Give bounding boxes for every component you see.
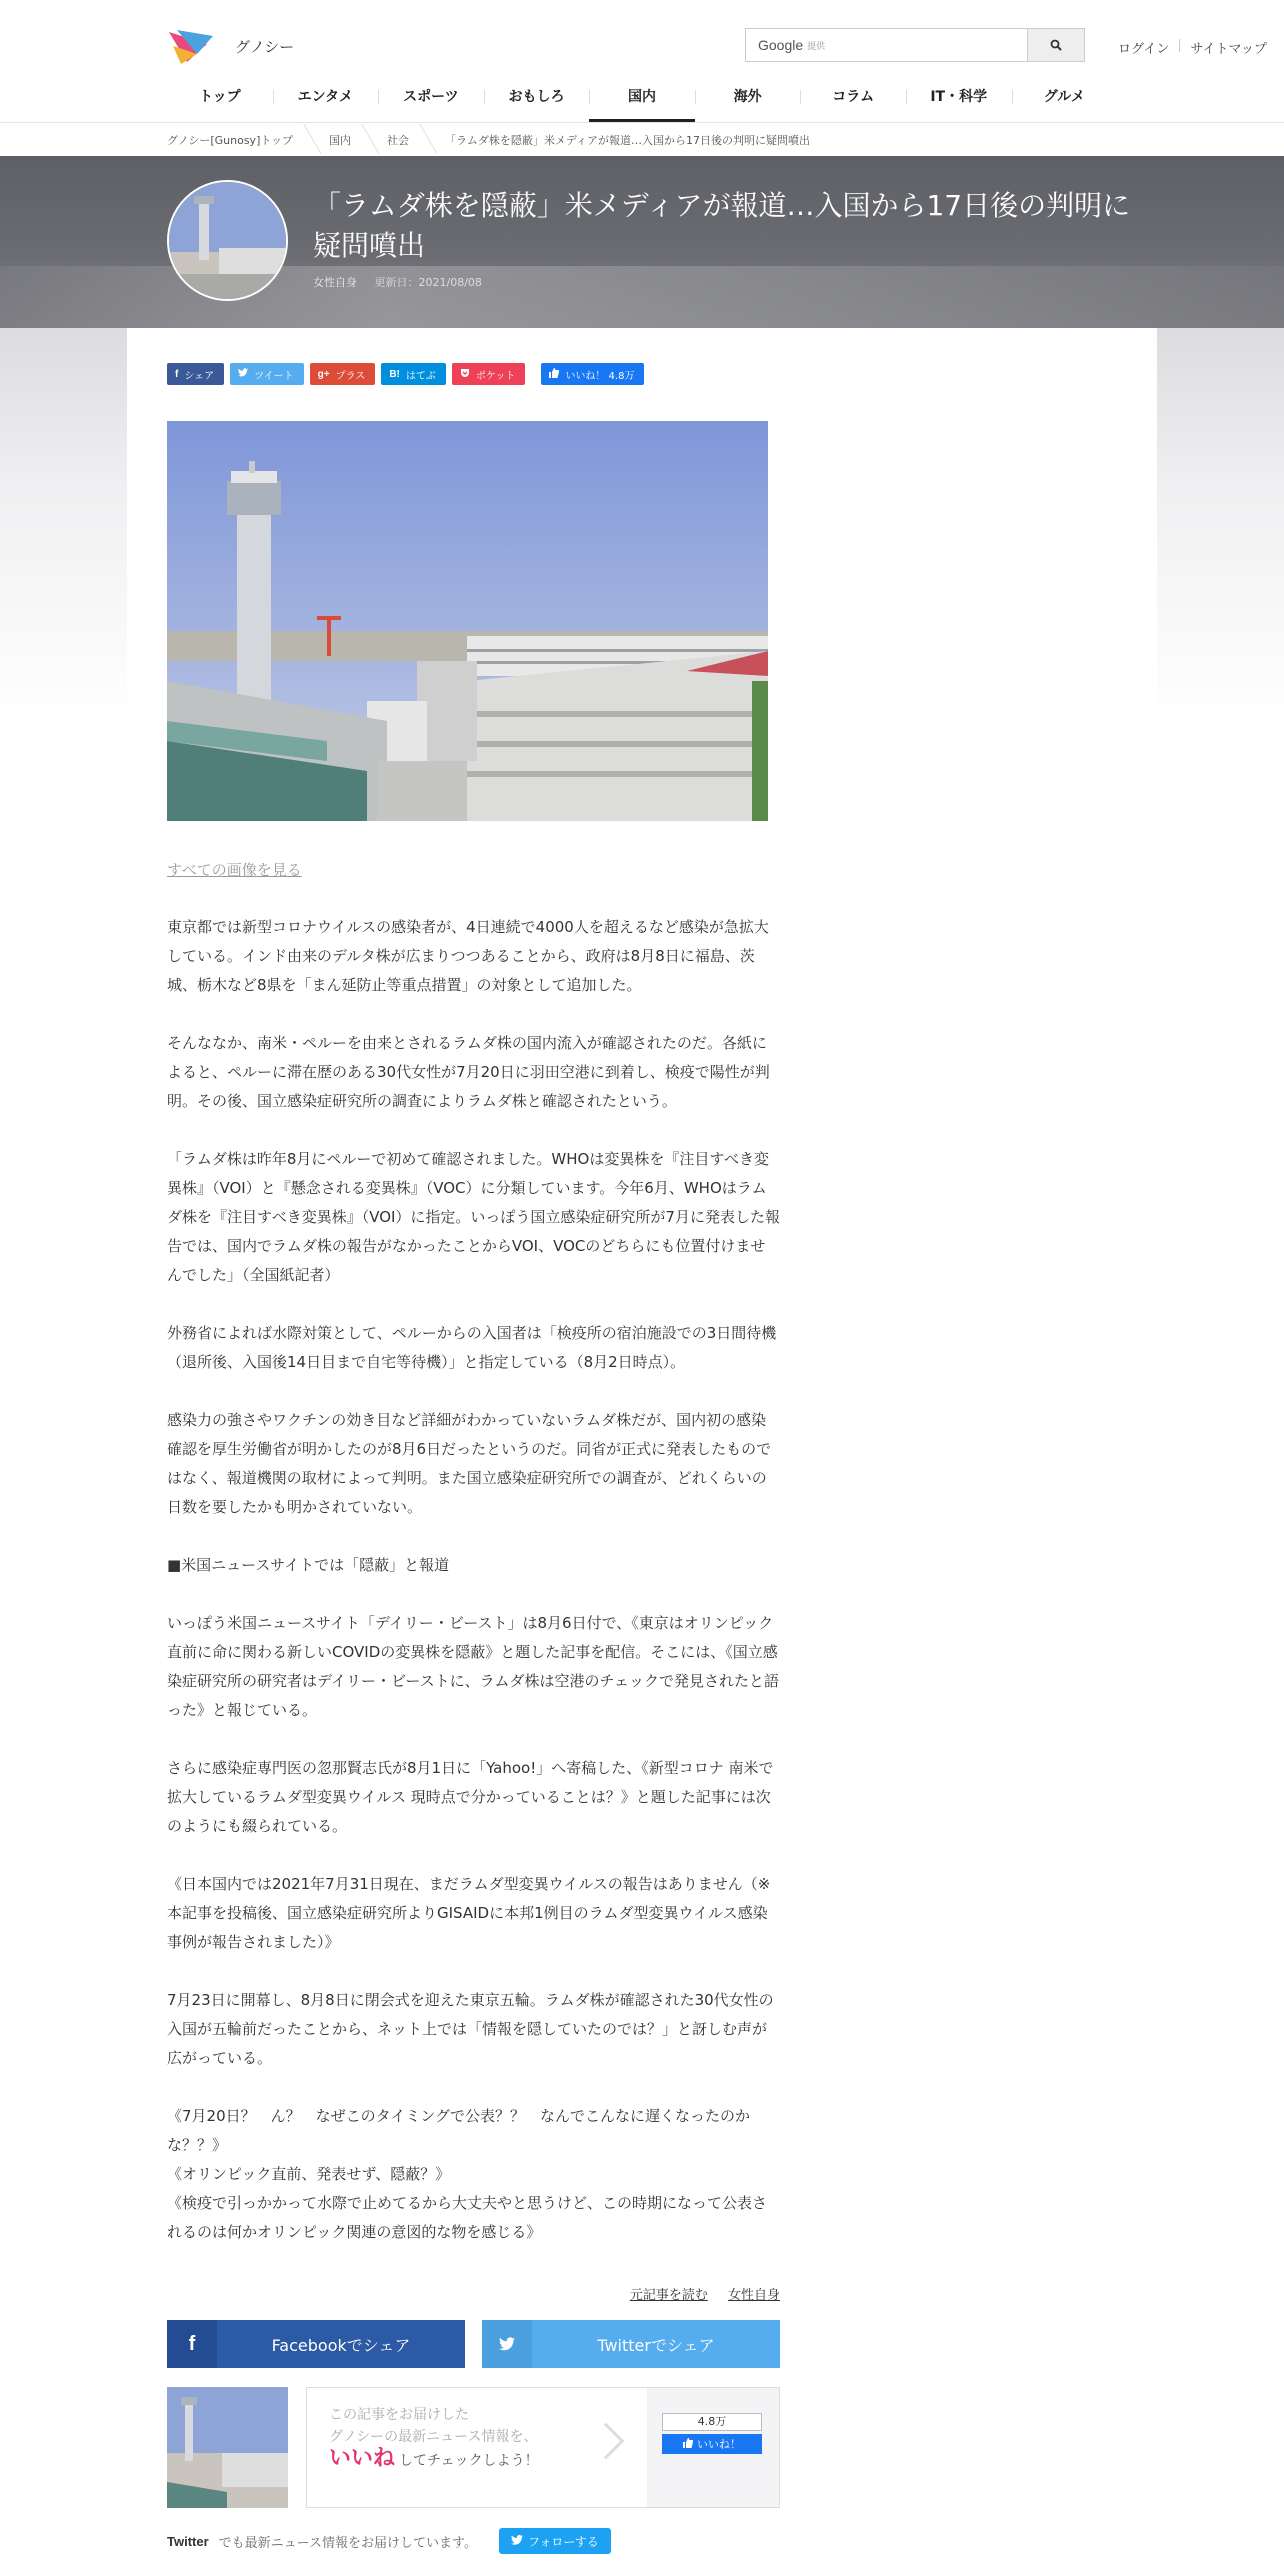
like-promo-box — [306, 2387, 780, 2508]
pocket-button[interactable] — [452, 363, 526, 385]
sitemap-link[interactable]: サイトマップ — [1190, 42, 1267, 57]
site-logo[interactable] — [167, 26, 294, 66]
facebook-share-large-button[interactable] — [167, 2320, 465, 2368]
category-nav — [167, 82, 1117, 122]
see-all-images-link[interactable]: すべての画像を見る — [167, 861, 302, 879]
follow-label: フォローする — [527, 2534, 599, 2549]
article-hero — [0, 156, 1284, 328]
search-provider-tag: 提供 — [807, 41, 826, 52]
article-paragraph: いっぽう米国ニュースサイト「デイリー・ビースト」は8月6日付で、《東京はオリンピック直前に命に関わる新しいCOVIDの変異株を隠蔽》と題した記事を配信。そこには、《国立感染症研究所の研究者はデイリー・ビーストに、ラムダ株は空港のチェックで発見されたと語った》と報じている。 — [167, 1614, 780, 1719]
facebook-icon: f — [175, 368, 179, 380]
article-paragraph: 感染力の強さやワクチンの効き目など詳細がわかっていないラムダ株だが、国内初の感染確認を厚生労働省が明かしたのが8月6日だったというのだ。同省が正式に発表したものではなく、報道機関の取材によって判明。また国立感染症研究所での調査が、どれくらいの日数を要したかも明かされていない。 — [167, 1411, 772, 1516]
share-bar — [167, 363, 644, 385]
site-name: グノシー — [235, 37, 295, 56]
article-source[interactable]: 女性自身 — [313, 276, 357, 289]
pocket-label: ポケット — [475, 370, 516, 382]
nav-it-science[interactable]: IT・科学 — [906, 82, 1012, 122]
twitter-share-label: Twitterでシェア — [597, 2335, 715, 2355]
article-paragraph: 7月23日に開幕し、8月8日に閉会式を迎えた東京五輪。ラムダ株が確認された30代女性の入国が五輪前だったことから、ネット上では「情報を隠していたのでは？」と訝しむ声が広がっている。 — [167, 1991, 774, 2067]
pocket-icon — [460, 368, 470, 381]
twitter-icon — [238, 368, 248, 380]
facebook-like-button[interactable] — [541, 363, 644, 385]
divider — [1179, 39, 1180, 52]
article-body — [167, 913, 780, 2247]
twitter-follow-row — [167, 2528, 611, 2554]
twitter-share-large-button[interactable] — [482, 2320, 780, 2368]
facebook-share-label: Facebookでシェア — [271, 2335, 411, 2355]
twitter-follow-text: でも最新ニュース情報をお届けしています。 — [218, 2535, 477, 2551]
article-paragraph: そんななか、南米・ペルーを由来とされるラムダ株の国内流入が確認されたのだ。各紙によると、ペルーに滞在歴のある30代女性が7月20日に羽田空港に到着し、検疫で陽性が判明。その後、国立感染症研究所の調査によりラムダ株と確認されたという。 — [167, 1034, 770, 1110]
nav-gourmet[interactable]: グルメ — [1012, 82, 1118, 122]
twitter-icon — [511, 2534, 523, 2548]
nav-funny[interactable]: おもしろ — [484, 82, 590, 122]
article-paragraph: 《日本国内では2021年7月31日現在、まだラムダ型変異ウイルスの報告はありません（※本記事を投稿後、国立感染症研究所よりGISAIDに本邦1例目のラムダ型変異ウイルス感染事例が報告されました）》 — [167, 1875, 771, 1951]
share-label: シェア — [184, 370, 215, 382]
facebook-icon: f — [167, 2320, 217, 2368]
source-links — [600, 2284, 780, 2303]
promo-thumbnail — [167, 2387, 288, 2508]
article-paragraph: さらに感染症専門医の忽那賢志氏が8月1日に「Yahoo!」へ寄稿した、《新型コロナ 南米で拡大しているラムダ型変異ウイルス 現時点で分かっていることは？》と題した記事には次のようにも綴られている。 — [167, 1759, 774, 1835]
site-header — [0, 0, 1284, 122]
read-original-link[interactable]: 元記事を読む — [629, 2288, 708, 2303]
breadcrumb — [0, 122, 1284, 156]
google-plus-icon: g+ — [317, 368, 330, 380]
nav-top[interactable]: トップ — [198, 89, 241, 105]
hatena-bookmark-button[interactable] — [381, 363, 446, 385]
quote-line: 《検疫で引っかかって水際で止めてるから大丈夫やと思うけど、この時期になって公表されるのは何かオリンピック関連の意図的な物を感じる》 — [167, 2194, 768, 2241]
promo-line-2: グノシーの最新ニュース情報を、 — [329, 2429, 538, 2445]
promo-line-1: この記事をお届けした — [329, 2407, 469, 2423]
promo-like-button[interactable] — [662, 2434, 762, 2454]
hatena-label: はてぶ — [405, 370, 436, 382]
article-meta — [313, 274, 482, 290]
thumbs-up-icon — [549, 368, 559, 381]
promo-text — [329, 2404, 539, 2472]
source-publisher-link[interactable]: 女性自身 — [727, 2288, 780, 2303]
nav-overseas[interactable]: 海外 — [695, 82, 801, 122]
like-count-label: いいね！ 4.8万 — [565, 370, 635, 382]
article-subheading: ■米国ニュースサイトでは「隠蔽」と報道 — [167, 1556, 450, 1574]
facebook-share-button[interactable] — [167, 363, 224, 385]
nav-entertainment[interactable]: エンタメ — [273, 82, 379, 122]
article-main-image[interactable] — [167, 421, 768, 821]
breadcrumb-current: 「ラムダ株を隠蔽」米メディアが報道…入国から17日後の判明に疑問噴出 — [445, 134, 811, 147]
twitter-follow-button[interactable] — [499, 2528, 611, 2554]
plus-label: プラス — [335, 370, 366, 382]
article-paragraph: 外務省によれば水際対策として、ペルーからの入国者は「検疫所の宿泊施設での3日間待機（退所後、入国後14日目まで自宅等待機）」と指定している（8月2日時点）。 — [167, 1324, 777, 1371]
tweet-button[interactable] — [230, 363, 304, 385]
twitter-label: Twitter — [167, 2533, 209, 2549]
gunosy-logo-icon — [167, 26, 219, 66]
nav-domestic[interactable]: 国内 — [589, 82, 695, 122]
social-quotes — [167, 2102, 780, 2247]
like-count: 4.8万 — [662, 2413, 762, 2431]
article-title: 「ラムダ株を隠蔽」米メディアが報道…入国から17日後の判明に疑問噴出 — [313, 189, 1131, 262]
login-link[interactable]: ログイン — [1118, 42, 1170, 57]
quote-line: 《7月20日？ ん？ なぜこのタイミングで公表？？ なんでこんなに遅くなったのかな？？》 — [167, 2107, 751, 2154]
promo-like-label: いいね！ — [697, 2438, 741, 2451]
nav-sports[interactable]: スポーツ — [378, 82, 484, 122]
article-updated: 更新日：2021/08/08 — [374, 276, 482, 289]
promo-line-3: してチェックしよう！ — [399, 2453, 539, 2469]
search-brand: Google — [758, 37, 804, 53]
breadcrumb-domestic[interactable]: 国内 — [329, 132, 369, 148]
nav-column[interactable]: コラム — [800, 82, 906, 122]
breadcrumb-society[interactable]: 社会 — [387, 132, 427, 148]
promo-like-word: いいね — [329, 2446, 396, 2471]
google-plus-button[interactable] — [310, 363, 376, 385]
search-icon — [1050, 39, 1062, 51]
tweet-label: ツイート — [254, 370, 294, 382]
article-paragraph: 東京都では新型コロナウイルスの感染者が、4日連続で4000人を超えるなど感染が急拡大している。インド由来のデルタ株が広まりつつあることから、政府は8月8日に福島、茨城、栃木など8県を「まん延防止等重点措置」の対象として追加した。 — [167, 918, 769, 994]
quote-line: 《オリンピック直前、発表せず、隠蔽？》 — [167, 2165, 451, 2183]
hatena-icon: B! — [389, 368, 400, 380]
twitter-icon — [482, 2320, 532, 2368]
search-button[interactable] — [1027, 28, 1085, 62]
article-paragraph: 「ラムダ株は昨年8月にペルーで初めて確認されました。WHOは変異株を『注目すべき変異株』（VOI）と『懸念される変異株』（VOC）に分類しています。今年6月、WHOはラムダ株を『注目すべき変異株』（VOI）に指定。いっぽう国立感染症研究所が7月に発表した報告では、国内でラムダ株の報告がなかったことからVOI、VOCのどちらにも位置付けませんでした」（全国紙記者） — [167, 1150, 780, 1284]
breadcrumb-home[interactable]: グノシー[Gunosy]トップ — [167, 132, 311, 148]
thumbs-up-icon — [683, 2438, 693, 2451]
chevron-right-icon — [588, 2423, 625, 2460]
article-thumbnail-round — [167, 180, 288, 301]
search-input[interactable] — [745, 28, 1027, 62]
